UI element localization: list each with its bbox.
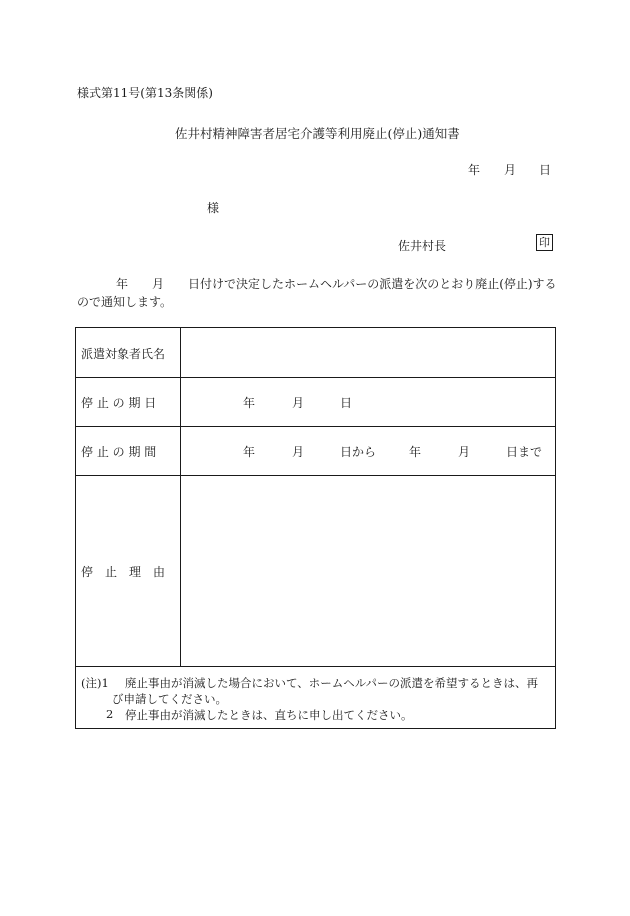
suspend-date-day: 日 — [340, 396, 353, 410]
reason-row — [76, 475, 555, 667]
body-line-1 — [116, 275, 557, 292]
note-prefix: (注)1 — [81, 676, 109, 690]
suspend-period-row — [76, 426, 555, 476]
body-year: 年 — [116, 277, 129, 291]
seal-mark: 印 — [536, 234, 553, 251]
notes-section — [76, 666, 555, 728]
date-month: 月 — [504, 163, 517, 177]
suspend-date-row — [76, 377, 555, 427]
body-month: 月 — [152, 277, 165, 291]
reason-label-cell — [76, 475, 181, 666]
period-to-day: 日まで — [506, 445, 543, 459]
note-1-line-2: び申請してください。 — [112, 692, 227, 706]
note-2-number: 2 — [106, 707, 114, 721]
recipient-label-cell — [76, 328, 181, 377]
form-number: 様式第11号(第13条関係) — [77, 86, 213, 100]
date-year: 年 — [468, 163, 481, 177]
suspend-date-month: 月 — [292, 396, 305, 410]
info-table — [75, 327, 556, 729]
note-1-line-1: 廃止事由が消滅した場合において、ホームヘルパーの派遣を希望するときは、再 — [125, 676, 538, 690]
recipient-label: 派遣対象者氏名 — [81, 347, 166, 361]
suspend-period-label: 停 止 の 期 間 — [81, 445, 157, 459]
note-2-text: 停止事由が消滅したときは、直ちに申し出てください。 — [125, 708, 413, 722]
period-to-year: 年 — [409, 445, 422, 459]
period-from-year: 年 — [243, 445, 256, 459]
date-day: 日 — [539, 163, 552, 177]
reason-label: 停 止 理 由 — [81, 565, 166, 579]
issuer-name: 佐井村長 — [398, 239, 447, 253]
suspend-period-label-cell — [76, 426, 181, 475]
period-from-day: 日から — [340, 445, 377, 459]
addressee-honorific: 様 — [207, 201, 220, 215]
suspend-date-label-cell — [76, 377, 181, 426]
body-line-2: ので通知します。 — [77, 295, 173, 309]
recipient-row — [76, 328, 555, 378]
document-title: 佐井村精神障害者居宅介護等利用廃止(停止)通知書 — [175, 126, 460, 141]
body-line1-text: 日付けで決定したホームヘルパーの派遣を次のとおり廃止(停止)する — [188, 277, 557, 291]
suspend-date-year: 年 — [243, 396, 256, 410]
period-from-month: 月 — [292, 445, 305, 459]
period-to-month: 月 — [458, 445, 471, 459]
suspend-date-label: 停 止 の 期 日 — [81, 396, 157, 410]
